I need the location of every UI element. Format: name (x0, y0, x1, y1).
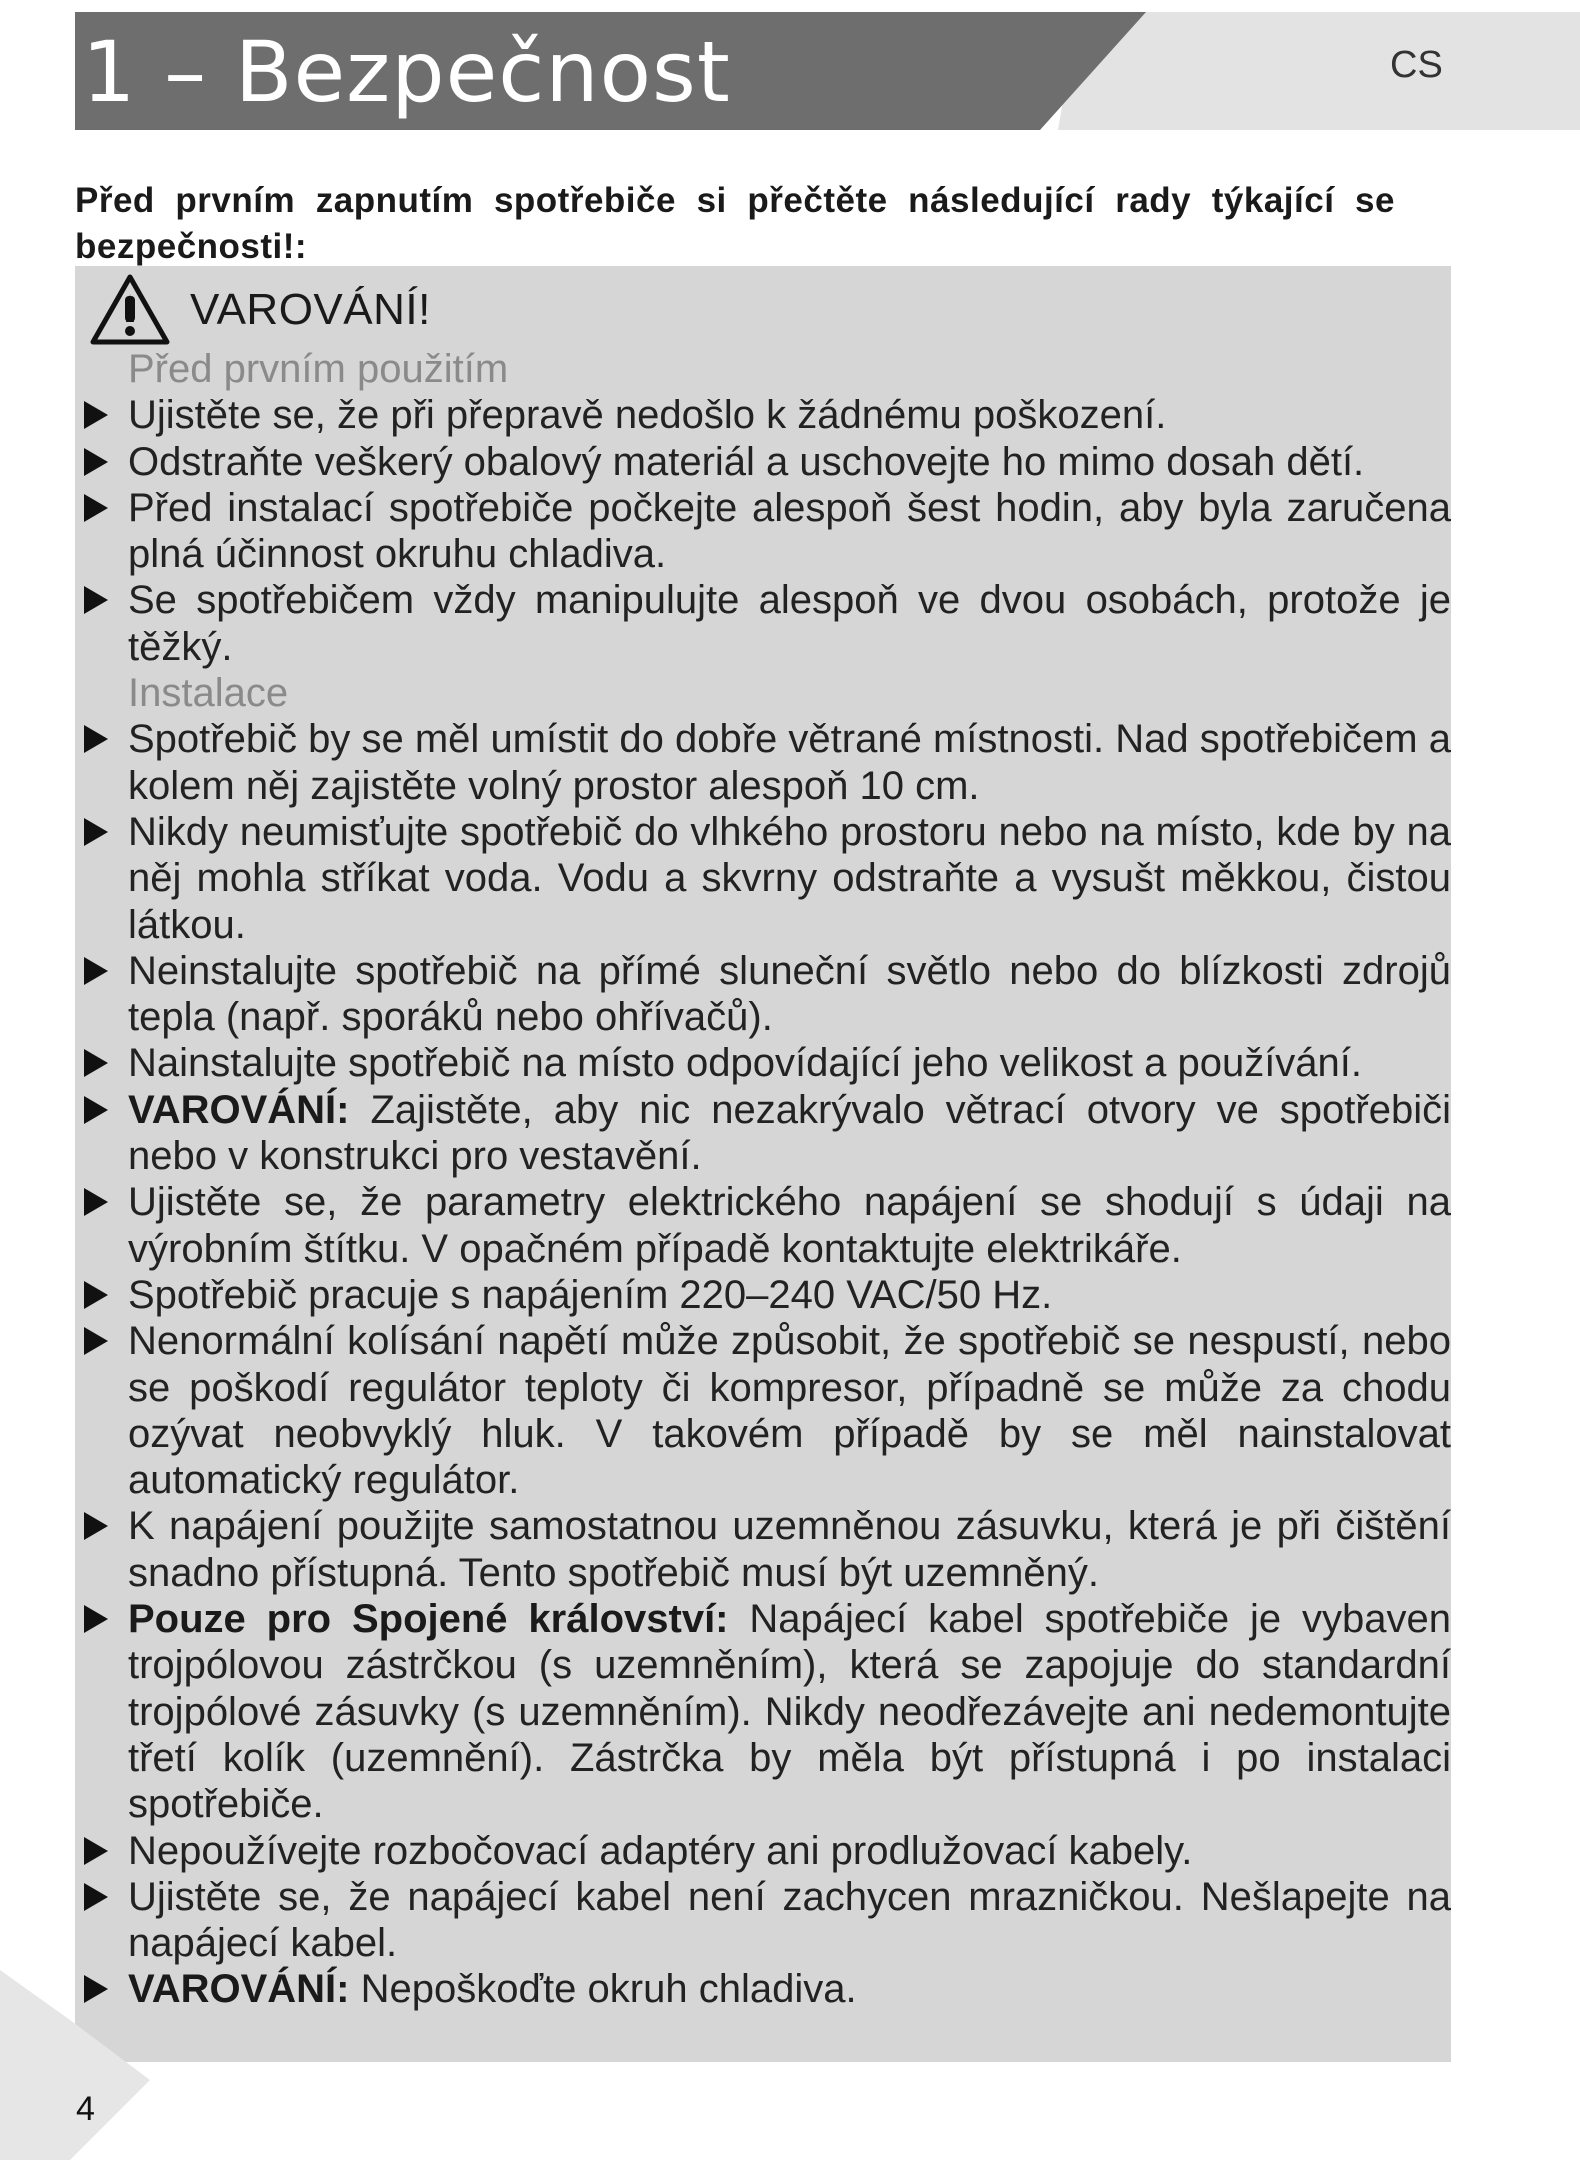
list-item (128, 1966, 1451, 2012)
bullet-triangle-icon (84, 1327, 108, 1355)
warning-header (88, 272, 431, 348)
item-text: Nepoškoďte okruh chladiva. (349, 1967, 857, 2012)
list-item (128, 1272, 1451, 1318)
bullet-triangle-icon (84, 448, 108, 476)
warning-title: VAROVÁNÍ! (190, 285, 431, 334)
item-text: Spotřebič pracuje s napájením 220–240 VAC/50 Hz. (128, 1272, 1053, 1317)
intro-text: Před prvním zapnutím spotřebiče si přečtěte následující rady týkající se bezpečnosti!: (75, 181, 1395, 266)
corner-decoration (0, 1960, 160, 2163)
page-number: 4 (76, 2090, 95, 2128)
item-label: VAROVÁNÍ: (128, 1087, 350, 1132)
safety-list (128, 346, 1451, 2013)
bullet-triangle-icon (84, 725, 108, 753)
list-item (128, 577, 1451, 670)
list-item (128, 392, 1451, 438)
bullet-triangle-icon (84, 1049, 108, 1077)
bullet-triangle-icon (84, 1188, 108, 1216)
list-item (128, 1179, 1451, 1272)
list-item (128, 1828, 1451, 1874)
language-code: CS (1390, 44, 1443, 86)
page-title: 1 – Bezpečnost (82, 23, 731, 121)
list-item (128, 1040, 1451, 1086)
bullet-triangle-icon (84, 1281, 108, 1309)
bullet-triangle-icon (84, 1096, 108, 1124)
item-text: Napájecí kabel spotřebiče je vybaven trojpólovou zástrčkou (s uzemněním), která se zapojuje do standardní trojpólové zásuvky (s uzemněním). Nikdy neodřezávejte ani nedemontujte třetí kolík (uzemnění). Zástrčka by měla být přístupná i po instalaci spotřebiče. (128, 1597, 1452, 1827)
item-text: Spotřebič by se měl umístit do dobře větrané místnosti. Nad spotřebičem a kolem něj zajistěte volný prostor alespoň 10 cm. (128, 717, 1451, 808)
bullet-triangle-icon (84, 957, 108, 985)
bullet-triangle-icon (84, 1837, 108, 1865)
section-heading: Před prvním použitím (128, 347, 509, 391)
bullet-triangle-icon (84, 1605, 108, 1633)
item-text: Nepoužívejte rozbočovací adaptéry ani prodlužovací kabely. (128, 1828, 1193, 1873)
list-item (128, 948, 1451, 1041)
item-text: Před instalací spotřebiče počkejte alespoň šest hodin, aby byla zaručena plná účinnost okruhu chladiva. (128, 485, 1451, 577)
list-item (128, 485, 1451, 578)
warning-triangle-icon (88, 272, 172, 348)
list-item (128, 1318, 1451, 1503)
list-item (128, 439, 1451, 485)
item-text: Neinstalujte spotřebič na přímé sluneční světlo nebo do blízkosti zdrojů tepla (např. sporáků nebo ohřívačů). (128, 948, 1451, 1040)
item-text: Se spotřebičem vždy manipulujte alespoň ve dvou osobách, protože je těžký. (128, 578, 1451, 669)
list-item (128, 1596, 1451, 1827)
section-heading: Instalace (128, 671, 289, 716)
item-text: Nainstalujte spotřebič na místo odpovídající jeho velikost a používání. (128, 1041, 1363, 1086)
list-item (128, 716, 1451, 809)
bullet-triangle-icon (84, 818, 108, 846)
item-text: Odstraňte veškerý obalový materiál a uschovejte ho mimo dosah dětí. (128, 439, 1365, 484)
item-text: Ujistěte se, že parametry elektrického napájení se shodují s údaji na výrobním štítku. V opačném případě kontaktujte elektrikáře. (128, 1180, 1451, 1271)
list-item (128, 1874, 1451, 1967)
item-label: Pouze pro Spojené království: (128, 1597, 729, 1642)
bullet-triangle-icon (84, 1883, 108, 1911)
item-text: Ujistěte se, že při přepravě nedošlo k žádnému poškození. (128, 393, 1167, 438)
bullet-triangle-icon (84, 586, 108, 614)
item-text: Nenormální kolísání napětí může způsobit, že spotřebič se nespustí, nebo se poškodí regulátor teploty či kompresor, případně se může za chodu ozývat neobvyklý hluk. V takovém případě by se měl nainstalovat automatický regulátor. (128, 1319, 1451, 1503)
list-item (128, 809, 1451, 948)
bullet-triangle-icon (84, 1512, 108, 1540)
bullet-triangle-icon (84, 401, 108, 429)
item-text: Zajistěte, aby nic nezakrývalo větrací otvory ve spotřebiči nebo v konstrukci pro vestavění. (128, 1087, 1451, 1179)
list-item (128, 1503, 1451, 1596)
list-item (128, 1087, 1451, 1180)
bullet-triangle-icon (84, 494, 108, 522)
item-text: K napájení použijte samostatnou uzemněnou zásuvku, která je při čištění snadno přístupná. Tento spotřebič musí být uzemněný. (128, 1504, 1451, 1595)
item-text: Ujistěte se, že napájecí kabel není zachycen mrazničkou. Nešlapejte na napájecí kabel. (128, 1874, 1451, 1966)
item-text: Nikdy neumisťujte spotřebič do vlhkého prostoru nebo na místo, kde by na něj mohla stříkat voda. Vodu a skvrny odstraňte a vysušt měkkou, čistou látkou. (128, 809, 1451, 947)
item-label: VAROVÁNÍ: (128, 1967, 350, 2012)
